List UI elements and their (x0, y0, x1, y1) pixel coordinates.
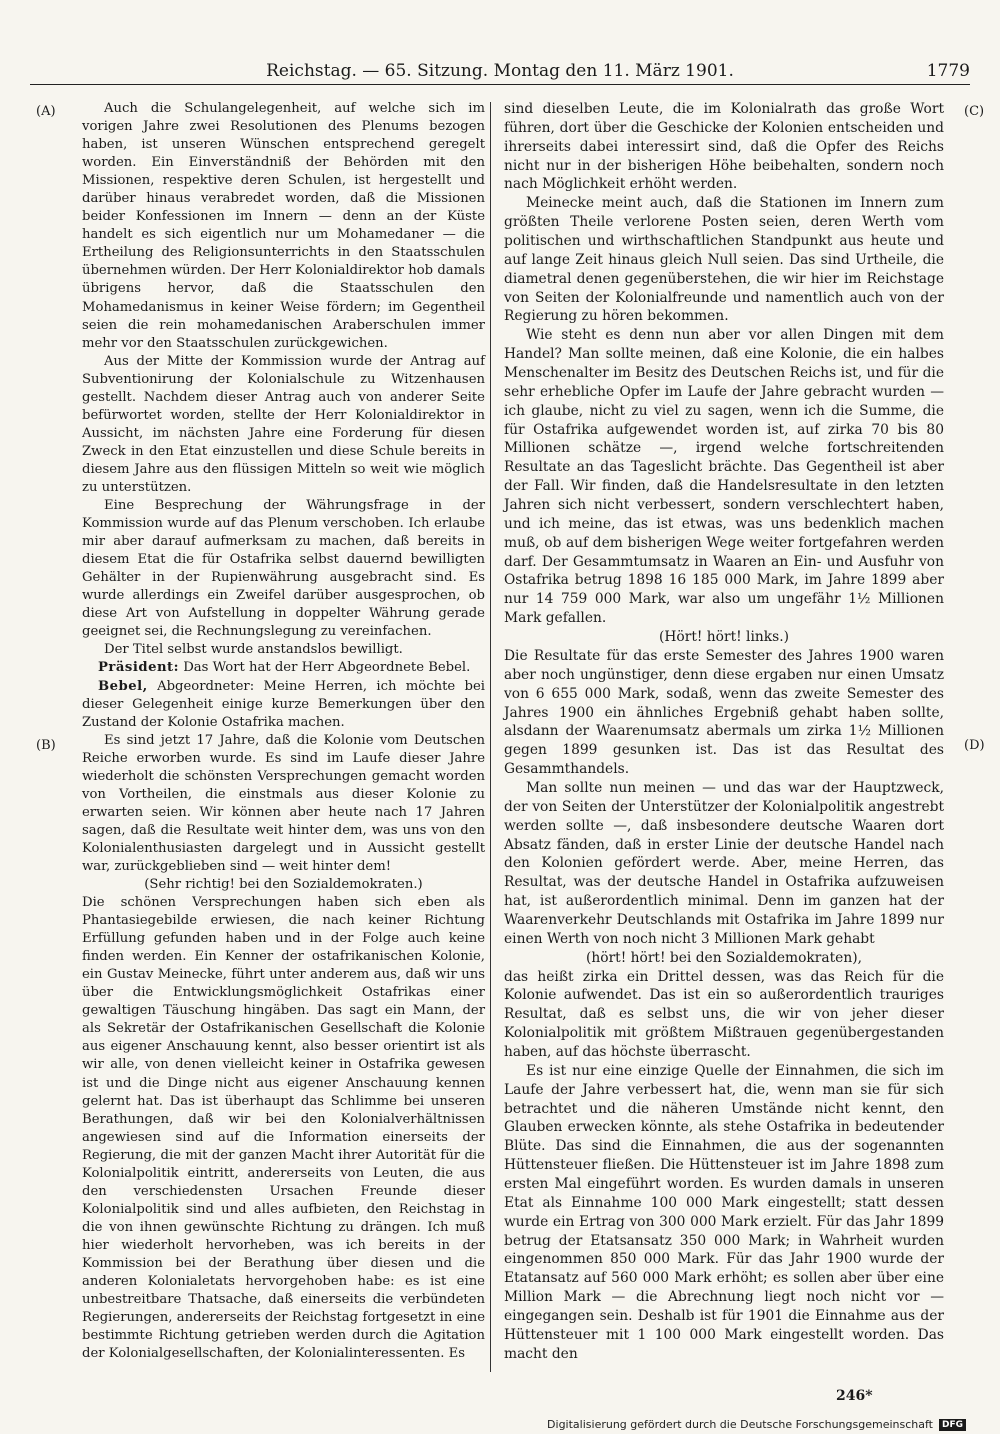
paragraph: sind dieselben Leute, die im Kolonialrath das große Wort führen, dort über die Geschicke der Kolonien entscheiden und ihrerseits dabei interessirt sind, daß die Opfer des Reichs nicht nur in der bisherigen Höhe beibehalten, sondern noch nach Möglichkeit erhöht werden. (504, 101, 944, 193)
header-title: Reichstag. — 65. Sitzung. Montag den 11. März 1901. (266, 61, 734, 81)
paragraph: Die schönen Versprechungen haben sich eben als Phantasiegebilde erwiesen, die nach keiner Richtung Erfüllung gefunden haben und in der Folge auch keine finden werden. Ein Kenner der ostafrikanischen Kolonie, ein Gustav Meinecke, führt unter anderem aus, daß wir uns über die Entwicklungsmöglichkeit Ostafrikas einer gewaltigen Täuschung hingäben. Das sagt ein Mann, der als Sekretär der Ostafrikanischen Gesellschaft die Kolonie aus eigener Anschauung kennt, also besser orientirt ist als wir alle, von denen vielleicht keiner in Ostafrika gewesen ist und die Dinge nicht aus eigener Anschauung kennen gelernt hat. Das ist überhaupt das Schlimme bei unseren Berathungen, daß wir bei den Kolonialverhältnissen angewiesen sind auf die Information einerseits der Regierung, die mit der ganzen Macht ihrer Autorität für die Kolonialpolitik eintritt, andererseits von Leuten, die aus den verschiedensten Ursachen Freunde dieser Kolonialpolitik sind und alles aufbieten, den Reichstag in die von ihnen gewünschte Richtung zu drängen. Ich muß hier wiederholt hervorheben, was ich bereits in der Kommission bei der Berathung über diesen und die anderen Kolonialetats hervorgehoben habe: es ist eine unbestreitbare Thatsache, daß einerseits die verbündeten Regierungen, andererseits der Reichstag fortgesetzt in eine bestimmte Richtung getrieben werden durch die Agitation der Kolonialgesellschaften, der Kolonialinteressenten. Es (82, 895, 485, 1362)
paragraph: Die Resultate für das erste Semester des Jahres 1900 waren aber noch ungünstiger, denn diese ergaben nur einen Umsatz von 6 655 000 Mark, sodaß, wenn das zweite Semester des Jahres 1900 ein ähnliches Ergebniß gehabt haben sollte, alsdann der Waarenumsatz abermals um zirka 1½ Millionen gegen 1899 gesunken ist. Das ist das Resultat des Gesammthandels. (504, 647, 944, 778)
paragraph: das heißt zirka ein Drittel dessen, was das Reich für die Kolonie aufwendet. Das ist ein so außerordentlich trauriges Resultat, daß es selbst uns, die wir von jeher dieser Kolonialpolitik mit größtem Mißtrauen gegenübergestanden haben, auf das höchste überrascht. (504, 968, 944, 1060)
paragraph: Eine Besprechung der Währungsfrage in der Kommission wurde auf das Plenum verschoben. Ich erlaube mir aber darauf aufmerksam zu machen, daß bereits in diesem Etat die für Ostafrika selbst dauernd bewilligten Gehälter in der Rupienwährung ausgebracht sind. Es wurde allerdings ein Zweifel darüber ausgesprochen, ob diese Art von Aufstellung in doppelter Währung gerade geeignet sei, die Rechnungslegung zu vereinfachen. (82, 498, 485, 640)
margin-marker-b: (B) (36, 738, 56, 753)
dfg-logo-icon: DFG (939, 1419, 966, 1431)
left-column (30, 100, 485, 1363)
speech-president (82, 659, 485, 677)
margin-marker-c: (C) (964, 104, 985, 119)
paragraph: Der Titel selbst wurde anstandslos bewilligt. (104, 642, 403, 658)
speech-text: Abgeordneter: Meine Herren, ich möchte bei dieser Gelegenheit einige kurze Bemerkungen über den Zustand der Kolonie Ostafrika machen. (82, 678, 486, 730)
paragraph: Es sind jetzt 17 Jahre, daß die Kolonie vom Deutschen Reiche erworben wurde. Es sind im Laufe dieser Jahre wiederholt die schönsten Versprechungen gemacht worden von Vortheilen, die einstmals aus dieser Kolonie zu erwarten seien. Wir können aber heute nach 17 Jahren sagen, daß die Resultate weit hinter dem, was uns von den Kolonialenthusiasten dargelegt und in Aussicht gestellt war, zurückgeblieben sind — weit hinter dem! (82, 732, 485, 874)
paragraph: Aus der Mitte der Kommission wurde der Antrag auf Subventionirung der Kolonialschule zu Witzenhausen gestellt. Nachdem dieser Antrag auch von anderer Seite befürwortet worden, stellte der Herr Kolonialdirektor in Aussicht, im nächsten Jahre eine Forderung für diesen Zweck in den Etat einzustellen und diese Schule bereits in diesem Jahre aus den flüssigen Mitteln so weit wie möglich zu unterstützen. (82, 353, 485, 495)
margin-marker-a: (A) (36, 104, 56, 119)
paragraph: Meinecke meint auch, daß die Stationen im Innern zum größten Theile verlorene Posten seien, deren Werth vom politischen und wirthschaftlichen Standpunkt aus heute und auf lange Zeit hinaus gleich Null seien. Das sind Urtheile, die diametral denen gegenüberstehen, die wir hier im Reichstage von Seiten der Kolonialfreunde und namentlich auch von der Regierung zu hören bekommen. (504, 195, 944, 325)
speaker-name: Bebel, (98, 678, 148, 694)
interjection: (hört! hört! bei den Sozialdemokraten), (586, 949, 862, 966)
margin-marker-d: (D) (964, 738, 985, 753)
footer-text: Digitalisierung gefördert durch die Deutsche Forschungsgemeinschaft (547, 1418, 933, 1431)
paragraph: Man sollte nun meinen — und das war der Hauptzweck, der von Seiten der Unterstützer der Kolonialpolitik angestrebt werden sollte —, daß insbesondere deutsche Waaren dort Absatz fänden, daß in erster Linie der deutsche Handel nach den Kolonien gefördert werde. Aber, meine Herren, das Resultat, was der deutsche Handel in Ostafrika aufzuweisen hat, ist außerordentlich minimal. Denn im ganzen hat der Waarenverkehr Deutschlands mit Ostafrika im Jahre 1899 nur einen Werth von noch nicht 3 Millionen Mark gehabt (504, 779, 944, 947)
right-column (504, 100, 944, 1364)
speech-bebel (82, 678, 485, 732)
interjection: (Sehr richtig! bei den Sozialdemokraten.) (144, 877, 423, 893)
footer (547, 1418, 966, 1431)
speech-text: Das Wort hat der Herr Abgeordnete Bebel. (183, 660, 471, 676)
signature-mark: 246* (836, 1388, 873, 1404)
page-number: 1779 (926, 61, 970, 81)
page-header (30, 58, 970, 85)
paragraph: Es ist nur eine einzige Quelle der Einnahmen, die sich im Laufe der Jahre verbessert hat, die, wenn man sie für sich betrachtet und die näheren Umstände nicht kennt, den Glauben erwecken könnte, als stehe Ostafrika in bedeutender Blüte. Das sind die Einnahmen, die aus der sogenannten Hüttensteuer fließen. Die Hüttensteuer ist im Jahre 1898 zum ersten Mal eingeführt worden. Es wurden damals in unseren Etat als Einnahme 100 000 Mark eingestellt; statt dessen wurde ein Ertrag von 300 000 Mark erzielt. Für das Jahr 1899 betrug der Etatsansatz 350 000 Mark; in Wahrheit wurden eingenommen 850 000 Mark. Für das Jahr 1900 wurde der Etatansatz auf 560 000 Mark erhöht; es sollen aber über eine Million Mark — die Abrechnung liegt noch nicht vor — eingegangen sein. Deshalb ist für 1901 die Einnahme aus der Hüttensteuer mit 1 100 000 Mark eingestellt worden. Das macht den (504, 1062, 944, 1362)
speaker-name: Präsident: (98, 660, 180, 676)
paragraph: Wie steht es denn nun aber vor allen Dingen mit dem Handel? Man sollte meinen, daß eine Kolonie, die ein halbes Menschenalter im Besitz des Deutschen Reichs ist, und für die sehr erhebliche Opfer im Laufe der Jahre gebracht wurden — ich glaube, nicht zu viel zu sagen, wenn ich die Summe, die für Ostafrika aufgewendet worden ist, auf zirka 70 bis 80 Millionen schätze —, irgend welche fortschreitenden Resultate an das Tageslicht brächte. Das Gegentheil ist aber der Fall. Wir finden, daß die Handelsresultate in den letzten Jahren sich nicht verbessert, sondern verschlechtert haben, und ich meine, das ist etwas, was uns bedenklich machen muß, ob auf dem bisherigen Wege weiter fortgefahren werden darf. Der Gesammtumsatz in Waaren an Ein- und Ausfuhr von Ostafrika betrug 1898 16 185 000 Mark, im Jahre 1899 aber nur 14 759 000 Mark, war also um ungefähr 1½ Millionen Mark gefallen. (504, 327, 944, 627)
interjection: (Hört! hört! links.) (659, 629, 789, 646)
column-divider (490, 102, 491, 1372)
paragraph: Auch die Schulangelegenheit, auf welche sich im vorigen Jahre zwei Resolutionen des Plenums bezogen haben, ist unseren Wünschen entsprechend geregelt worden. Ein Einverständniß der Behörden mit den Missionen, respektive deren Schulen, ist hergestellt und darüber hinaus verabredet worden, daß die Missionen beider Konfessionen im Innern — denn an der Küste handelt es sich eigentlich nur um Mohamedaner — die Ertheilung des Religionsunterrichts in den Staatsschulen übernehmen würden. Der Herr Kolonialdirektor hob damals übrigens hervor, daß die Staatsschulen den Mohamedanismus in keiner Weise fördern; im Gegentheil seien die rein mohamedanischen Araberschulen immer mehr vor den Staatsschulen zurückgewichen. (82, 101, 485, 351)
